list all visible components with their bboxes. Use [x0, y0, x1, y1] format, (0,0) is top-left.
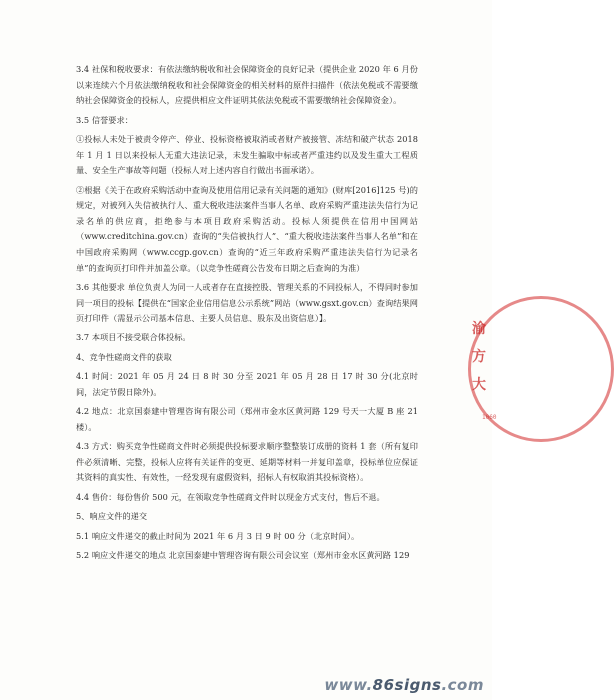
section-5-heading: 5、响应文件的递交: [76, 511, 148, 522]
watermark-prefix: www.: [324, 676, 373, 694]
paragraph-3-5-1: ①投标人未处于被责令停产、停业、投标资格被取消或者财产被接管、冻结和破产状态 2018 年 1 月 1 日以来投标人无重大违法记录，未发生骗取中标或者严重违约以及发生重大工程质量、安全生产事故等问题（投标人对上述内容自行做出书面承诺）。: [76, 133, 418, 176]
seal-char: 渝: [472, 321, 486, 337]
paragraph-4-2: 4.2 地点：北京国泰建中管理咨询有限公司（郑州市金水区黄河路 129 号天一大厦 B 座 21 楼）。: [76, 406, 418, 432]
paragraph-5-1: 5.1 响应文件递交的截止时间为 2021 年 6 月 3 日 9 时 00 分（北京时间）。: [76, 530, 360, 541]
red-seal-stamp: [468, 296, 512, 436]
paragraph-3-5-2: ②根据《关于在政府采购活动中查询及使用信用记录有关问题的通知》(财库[2016]125 号)的规定，对被列入失信被执行人、重大税收违法案件当事人名单、政府采购严重违法失信行为记录名单的供应商，拒绝参与本项目政府采购活动。投标人须提供在信用中国网站（www.creditchina.gov.cn）查询的“失信被执行人”、“重大税收违法案件当事人名单”和在中国政府采购网（www.ccgp.gov.cn）查询的“近三年政府采购严重违法失信行为记录名单”的查询页打印件并加盖公章。（以竞争性磋商公告发布日期之后查询的为准）: [76, 184, 418, 273]
paragraph-3-6: 3.6 其他要求 单位负责人为同一人或者存在直接控股、管理关系的不同投标人，不得同时参加同一项目的投标【提供在“国家企业信用信息公示系统”网站（www.gsxt.gov.cn）查询结果网页打印件（需显示公司基本信息、主要人员信息、股东及出资信息）】。: [76, 281, 418, 324]
seal-char: 方: [472, 349, 486, 365]
paragraph-4-3: 4.3 方式：购买竞争性磋商文件时必须提供投标要求顺序整整装订成册的资料 1 套（所有复印件必须清晰、完整，投标人应将有关证件的变更、延期等材料一并复印盖章，投标单位应保证其资料的真实性、有效性，一经发现有虚假资料，招标人有权取消其投标资格）。: [76, 441, 418, 483]
site-watermark: [324, 676, 484, 694]
paragraph-5-2: 5.2 响应文件递交的地点 北京国泰建中管理咨询有限公司会议室（郑州市金水区黄河路 129: [76, 549, 410, 560]
paragraph-3-4: 3.4 社保和税收要求：有依法缴纳税收和社会保障资金的良好记录（提供企业 2020 年 6 月份以来连续六个月依法缴纳税收和社会保障资金的相关材料的原件扫描件（依法免税或不需要缴纳社会保障资金的投标人，应提供相应文件证明其依法免税或不需要缴纳社会保障资金）。: [76, 64, 418, 106]
paragraph-4-4: 4.4 售价：每份售价 500 元，在领取竞争性磋商文件时以现金方式支付，售后不退。: [76, 491, 385, 502]
seal-char: 大: [472, 377, 486, 393]
document-body: [76, 62, 418, 567]
paragraph-3-7: 3.7 本项目不接受联合体投标。: [76, 332, 191, 343]
section-4-heading: 4、竞争性磋商文件的获取: [76, 351, 172, 362]
seal-number: 1060: [482, 414, 497, 421]
watermark-suffix: .com: [441, 676, 484, 694]
watermark-name: 86signs: [372, 676, 442, 694]
paragraph-3-5-heading: 3.5 信誉要求：: [76, 114, 134, 125]
paragraph-4-1: 4.1 时间：2021 年 05 月 24 日 8 时 30 分至 2021 年 05 月 28 日 17 时 30 分(北京时间，法定节假日除外)。: [76, 371, 418, 397]
